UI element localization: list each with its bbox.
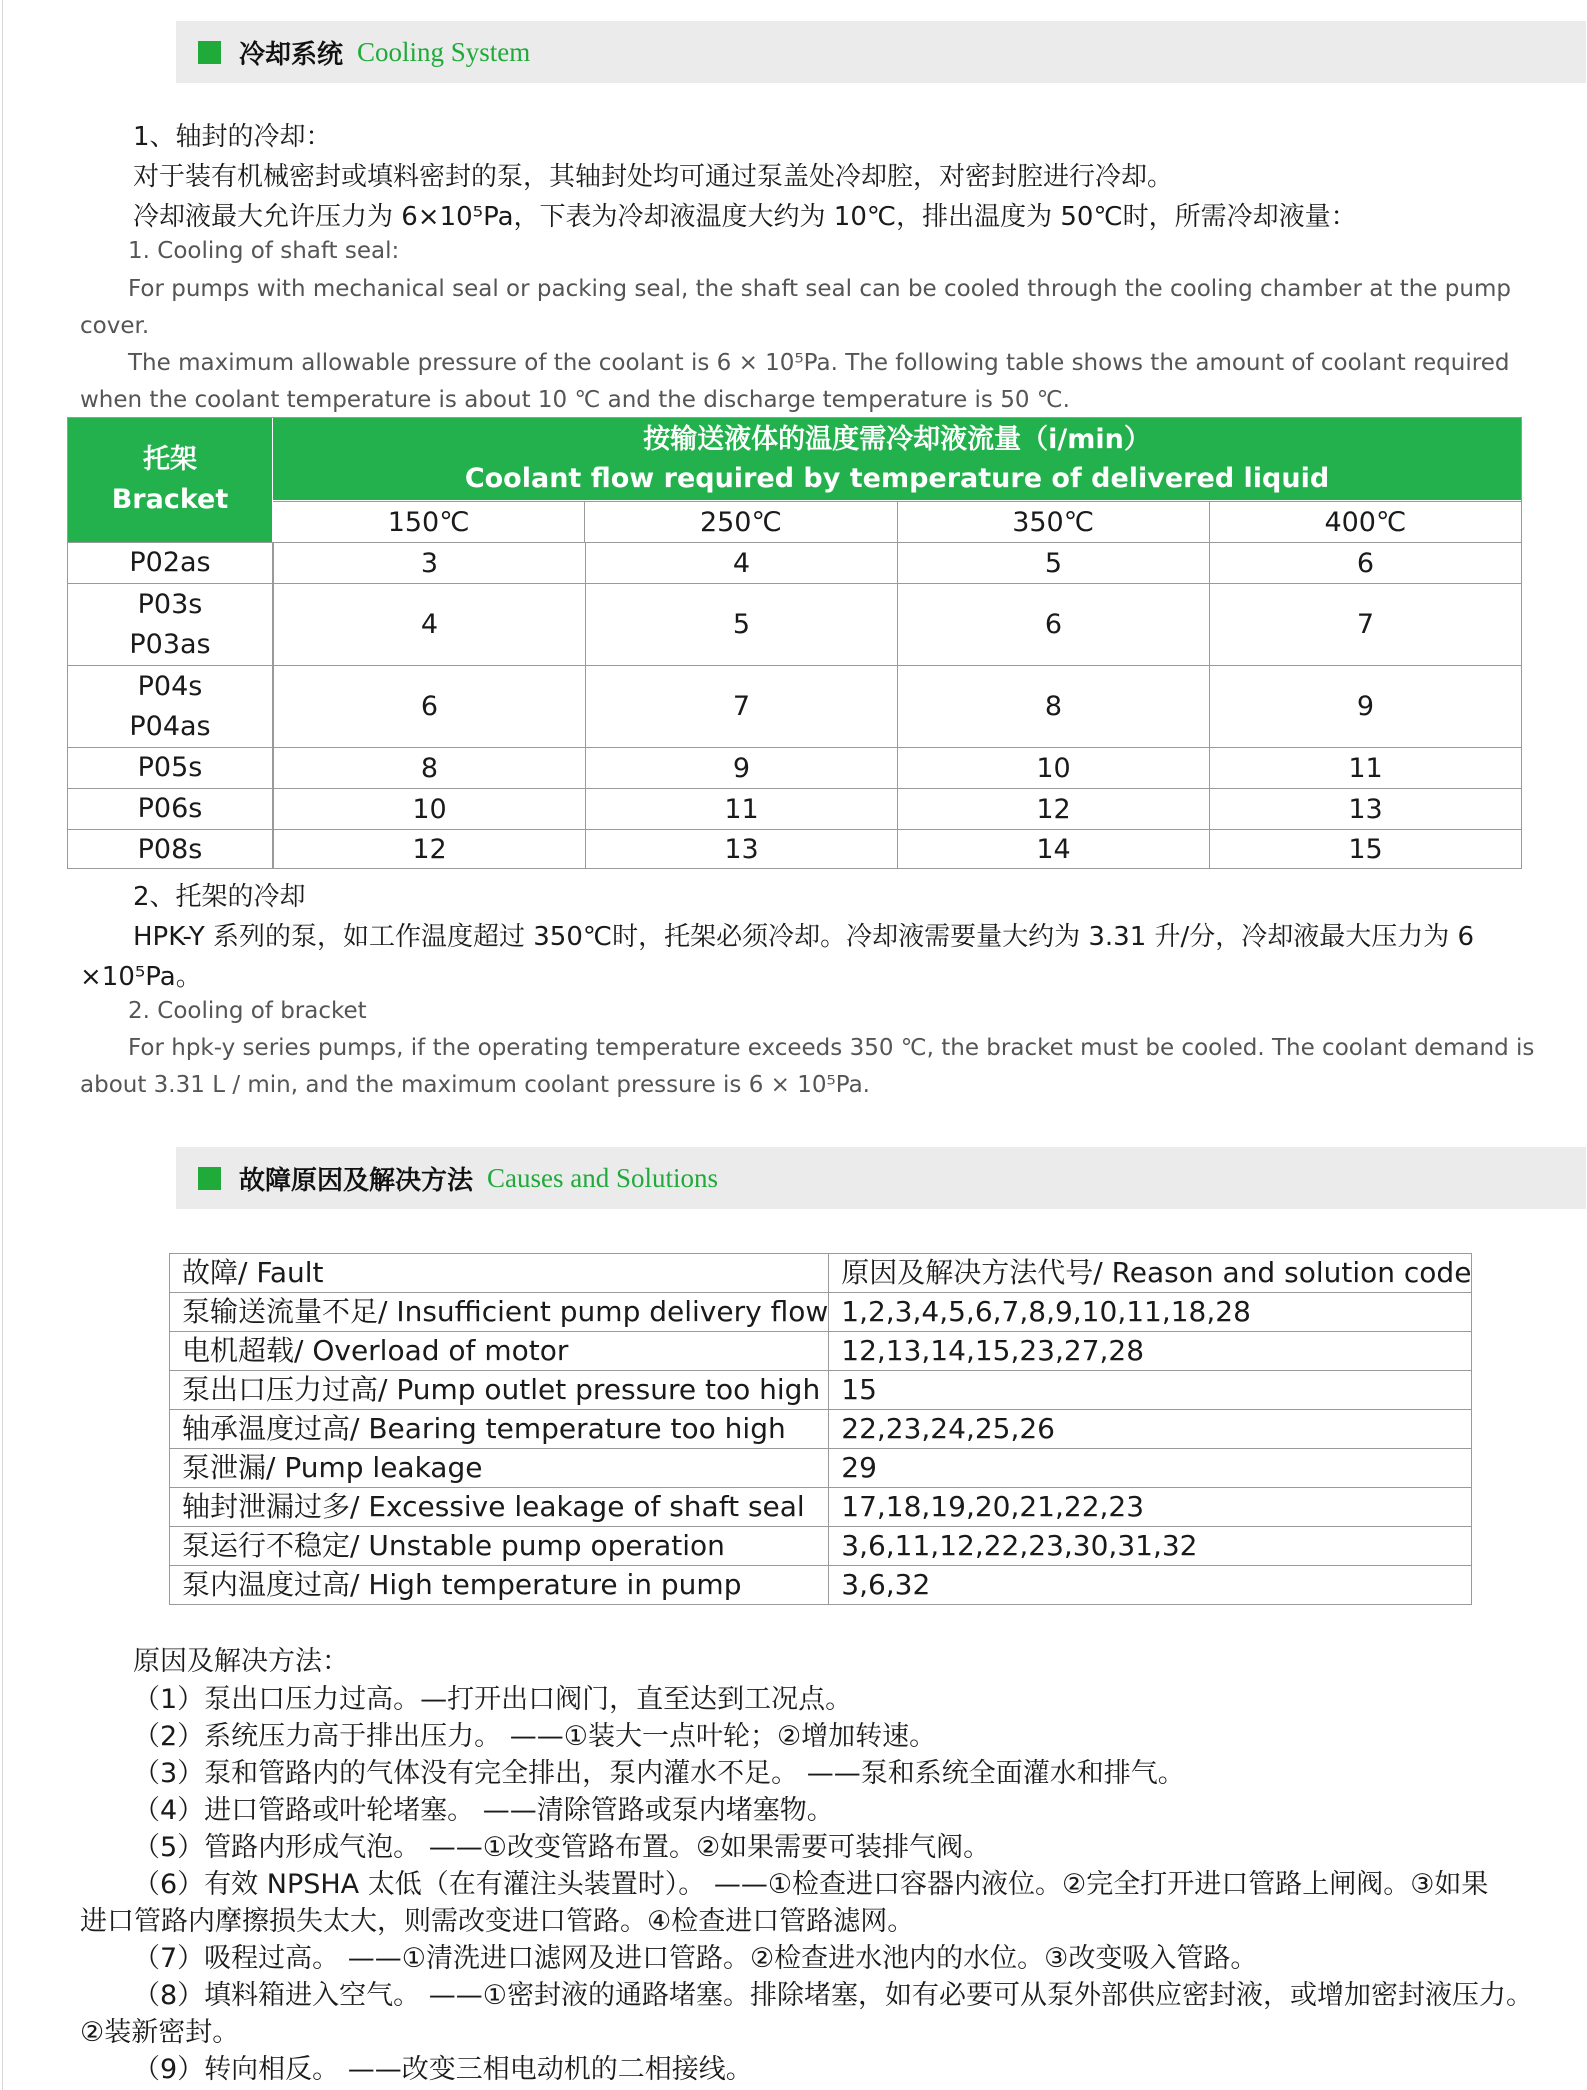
- code-cell: 3,6,32: [829, 1566, 1472, 1605]
- green-square-icon: [198, 1167, 221, 1190]
- causes-section-header: [176, 1147, 1586, 1209]
- table-row: [170, 1254, 1472, 1293]
- shaft-seal-line2b-en: when the coolant temperature is about 10 ℃ and the discharge temperature is 50 ℃.: [80, 387, 1070, 413]
- left-border: [2, 0, 3, 2090]
- fault-cell: 泵内温度过高/ High temperature in pump: [170, 1566, 829, 1605]
- cooling-title-cn: 冷却系统: [239, 39, 344, 70]
- bracket-model: P06s: [137, 793, 203, 824]
- flow-cell: 13: [1209, 789, 1521, 829]
- flow-cell: 5: [897, 543, 1209, 583]
- shaft-seal-line1-cn: 对于装有机械密封或填料密封的泵，其轴封处均可通过泵盖处冷却腔，对密封腔进行冷却。: [133, 162, 1174, 192]
- shaft-seal-line2a-en: The maximum allowable pressure of the coolant is 6 × 10⁵Pa. The following table shows the amount of coolant required: [128, 350, 1510, 376]
- solution-item: （1）泵出口压力过高。—打开出口阀门，直至达到工况点。: [133, 1684, 853, 1715]
- bracket-cell: [68, 748, 273, 788]
- flow-cell: 11: [1209, 748, 1521, 788]
- flow-cell: 8: [897, 666, 1209, 747]
- table-row: [170, 1293, 1472, 1332]
- flow-cell: 6: [273, 666, 585, 747]
- bracket-cooling-line1-cn: HPK-Y 系列的泵，如工作温度超过 350℃时，托架必须冷却。冷却液需要量大约为 3.31 升/分，冷却液最大压力为 6: [133, 922, 1475, 952]
- shaft-seal-line1b-en: cover.: [80, 313, 150, 339]
- bracket-model: P05s: [137, 752, 203, 783]
- bracket-header: [68, 418, 272, 542]
- green-square-icon: [198, 41, 221, 64]
- table-row: [68, 829, 1521, 869]
- bracket-model: P03as: [129, 628, 211, 660]
- table-row: [68, 583, 1521, 665]
- bracket-model: P08s: [137, 833, 203, 865]
- shaft-seal-heading-cn: 1、轴封的冷却：: [133, 122, 332, 152]
- fault-cell: 泵运行不稳定/ Unstable pump operation: [170, 1527, 829, 1566]
- flow-cell: 9: [1209, 666, 1521, 747]
- code-cell: 12,13,14,15,23,27,28: [829, 1332, 1472, 1371]
- flow-cell: 4: [273, 584, 585, 665]
- code-cell: 原因及解决方法代号/ Reason and solution code: [829, 1254, 1472, 1293]
- bracket-cell: [68, 584, 273, 665]
- shaft-seal-heading-en: 1. Cooling of shaft seal:: [128, 238, 400, 264]
- bracket-cooling-heading-en: 2. Cooling of bracket: [128, 998, 367, 1024]
- bracket-model: P03s: [137, 588, 203, 620]
- solution-item-continued: ②装新密封。: [80, 2017, 240, 2048]
- coolant-flow-table: [67, 417, 1522, 869]
- flow-cell: 5: [585, 584, 897, 665]
- table-row: [170, 1566, 1472, 1605]
- flow-cell: 6: [897, 584, 1209, 665]
- cooling-section-header: [176, 21, 1586, 83]
- solution-item: （9）转向相反。 ——改变三相电动机的二相接线。: [133, 2054, 753, 2085]
- bracket-cooling-heading-cn: 2、托架的冷却: [133, 882, 306, 912]
- code-cell: 22,23,24,25,26: [829, 1410, 1472, 1449]
- table-row: [170, 1488, 1472, 1527]
- temp-header-cell: 350℃: [897, 502, 1209, 543]
- flow-cell: 12: [273, 830, 585, 869]
- solution-item: （3）泵和管路内的气体没有完全排出，泵内灌水不足。 ——泵和系统全面灌水和排气。: [133, 1758, 1185, 1789]
- cooling-title-en: Cooling System: [357, 36, 531, 67]
- flow-header-en: Coolant flow required by temperature of delivered liquid: [464, 463, 1330, 494]
- fault-cell: 泵出口压力过高/ Pump outlet pressure too high: [170, 1371, 829, 1410]
- flow-cell: 8: [273, 748, 585, 788]
- flow-cell: 13: [585, 830, 897, 869]
- bracket-cooling-line1-en: For hpk-y series pumps, if the operating temperature exceeds 350 ℃, the bracket must be cooled. The coolant demand is: [128, 1035, 1535, 1061]
- table-row: [68, 665, 1521, 747]
- shaft-seal-line1a-en: For pumps with mechanical seal or packing seal, the shaft seal can be cooled through the cooling chamber at the pump: [128, 276, 1511, 302]
- bracket-header-cn: 托架: [143, 444, 197, 475]
- flow-header-cn: 按输送液体的温度需冷却液流量（i/min）: [643, 424, 1151, 455]
- table-row: [170, 1332, 1472, 1371]
- coolant-table-body: [68, 542, 1521, 869]
- solution-item: （8）填料箱进入空气。 ——①密封液的通路堵塞。排除堵塞，如有必要可从泵外部供应密封液，或增加密封液压力。: [133, 1980, 1533, 2011]
- bracket-model: P02as: [129, 547, 211, 578]
- table-row: [68, 542, 1521, 583]
- code-cell: 17,18,19,20,21,22,23: [829, 1488, 1472, 1527]
- causes-title-en: Causes and Solutions: [487, 1162, 719, 1193]
- fault-table: [169, 1253, 1472, 1605]
- temp-header-cell: 150℃: [387, 507, 470, 538]
- bracket-cell: [68, 830, 273, 869]
- fault-cell: 泵输送流量不足/ Insufficient pump delivery flow: [170, 1293, 829, 1332]
- flow-cell: 10: [273, 789, 585, 829]
- flow-cell: 11: [585, 789, 897, 829]
- fault-cell: 故障/ Fault: [170, 1254, 829, 1293]
- solution-item: （4）进口管路或叶轮堵塞。 ——清除管路或泵内堵塞物。: [133, 1795, 834, 1826]
- fault-cell: 电机超载/ Overload of motor: [170, 1332, 829, 1371]
- code-cell: 1,2,3,4,5,6,7,8,9,10,11,18,28: [829, 1293, 1472, 1332]
- table-row: [170, 1527, 1472, 1566]
- solution-item: （5）管路内形成气泡。 ——①改变管路布置。②如果需要可装排气阀。: [133, 1832, 991, 1863]
- bracket-cooling-line2-cn: ×10⁵Pa。: [80, 962, 202, 992]
- flow-cell: 7: [1209, 584, 1521, 665]
- flow-cell: 6: [1209, 543, 1521, 583]
- causes-title-cn: 故障原因及解决方法: [239, 1165, 474, 1196]
- flow-cell: 7: [585, 666, 897, 747]
- temp-header-cell: 250℃: [584, 502, 896, 543]
- table-row: [68, 788, 1521, 829]
- table-row: [68, 747, 1521, 788]
- table-row: [170, 1449, 1472, 1488]
- bracket-model: P04as: [129, 710, 211, 742]
- solution-item-continued: 进口管路内摩擦损失太大，则需改变进口管路。④检查进口管路滤网。: [80, 1906, 915, 1937]
- fault-cell: 轴封泄漏过多/ Excessive leakage of shaft seal: [170, 1488, 829, 1527]
- flow-header: [273, 418, 1521, 500]
- bracket-cell: [68, 666, 273, 747]
- bracket-cooling-line2-en: about 3.31 L / min, and the maximum coolant pressure is 6 × 10⁵Pa.: [80, 1072, 870, 1098]
- flow-cell: 9: [585, 748, 897, 788]
- flow-cell: 12: [897, 789, 1209, 829]
- solution-item: （7）吸程过高。 ——①清洗进口滤网及进口管路。②检查进水池内的水位。③改变吸入管路。: [133, 1943, 1258, 1974]
- code-cell: 29: [829, 1449, 1472, 1488]
- temperature-header-row: [273, 501, 1521, 543]
- bracket-header-en: Bracket: [111, 484, 229, 515]
- flow-cell: 15: [1209, 830, 1521, 869]
- solutions-heading: 原因及解决方法：: [133, 1646, 349, 1677]
- flow-cell: 3: [273, 543, 585, 583]
- code-cell: 15: [829, 1371, 1472, 1410]
- table-row: [170, 1410, 1472, 1449]
- solution-item: （6）有效 NPSHA 太低（在有灌注头装置时）。 ——①检查进口容器内液位。②完全打开进口管路上闸阀。③如果: [133, 1869, 1489, 1900]
- shaft-seal-line2-cn: 冷却液最大允许压力为 6×10⁵Pa，下表为冷却液温度大约为 10℃，排出温度为 50℃时，所需冷却液量：: [133, 202, 1357, 232]
- solution-item: （2）系统压力高于排出压力。 ——①装大一点叶轮；②增加转速。: [133, 1721, 937, 1752]
- temp-header-cell: 400℃: [1209, 502, 1521, 543]
- flow-cell: 10: [897, 748, 1209, 788]
- bracket-model: P04s: [137, 670, 203, 702]
- flow-cell: 4: [585, 543, 897, 583]
- flow-cell: 14: [897, 830, 1209, 869]
- table-row: [170, 1371, 1472, 1410]
- bracket-cell: [68, 789, 273, 829]
- fault-cell: 轴承温度过高/ Bearing temperature too high: [170, 1410, 829, 1449]
- code-cell: 3,6,11,12,22,23,30,31,32: [829, 1527, 1472, 1566]
- fault-cell: 泵泄漏/ Pump leakage: [170, 1449, 829, 1488]
- bracket-cell: [68, 543, 273, 583]
